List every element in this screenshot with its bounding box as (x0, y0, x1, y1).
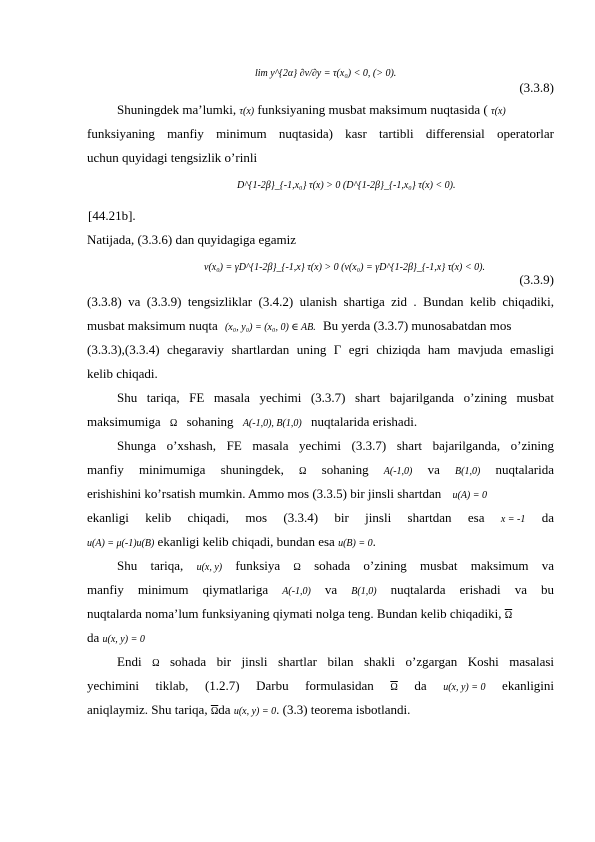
text: nuqtalarida (495, 462, 554, 477)
omega-bar-symbol: $\overline{\Omega}$ (210, 705, 219, 717)
formula: lim y^{2α} ∂v/∂y = τ(x₀) < 0, (> 0). (255, 67, 397, 79)
formula: u(A) = μ(-1)u(B) (87, 537, 155, 549)
omega-symbol: Ω (299, 465, 307, 477)
paragraph-line (87, 318, 554, 335)
paragraph-line: Shu tariqa, FE masala yechimi (3.3.7) shart bajarilganda o’zining musbat (117, 390, 554, 405)
text: da (541, 510, 554, 525)
omega-symbol: Ω (293, 561, 301, 573)
formula: τ(x) (490, 105, 506, 117)
text: da (414, 678, 427, 693)
text: aniqlaymiz. Shu tariqa, (87, 702, 208, 717)
paragraph-line (87, 414, 554, 431)
equation-3-3-9 (204, 258, 485, 276)
paragraph-line: funksiyaning manfiy minimum nuqtasida) kasr tartibli differensial operatorlar (87, 126, 554, 141)
formula: D^{1-2β}_{-1,x₀} τ(x) > 0 (D^{1-2β}_{-1,x₀} τ(x) < 0). (237, 179, 456, 191)
text: da (218, 702, 231, 717)
text: da (87, 630, 100, 645)
omega-bar-symbol: $\overline{\Omega}$ (390, 681, 398, 693)
formula: u(x, y) (196, 561, 223, 573)
formula: τ(x) (239, 105, 255, 117)
text: ekanligini (502, 678, 554, 693)
formula: A(-1,0) (383, 465, 413, 477)
formula: (x₀, y₀) = (x₀, 0) ∈ AB. (224, 321, 316, 333)
paragraph-line (87, 462, 554, 479)
text: maksimumiga (87, 414, 161, 429)
text: sohada bir jinsli shartlar bilan shakli o’zgargan Koshi masalasi (170, 654, 554, 669)
text: Endi (117, 654, 142, 669)
omega-symbol: Ω (169, 417, 178, 429)
text: funksiyaning musbat maksimum nuqtasida ( (257, 102, 488, 117)
paragraph-line: uchun quyidagi tengsizlik o’rinli (87, 150, 258, 165)
paragraph-line (87, 486, 554, 503)
text: sohaning (321, 462, 369, 477)
text: va (324, 582, 338, 597)
equation-3-3-8 (255, 64, 396, 82)
formula: B(1,0) (455, 465, 481, 477)
paragraph-line: Natijada, (3.3.6) dan quyidagiga egamiz (87, 232, 297, 247)
paragraph-line: kelib chiqadi. (87, 366, 158, 381)
text: musbat maksimum nuqta (87, 318, 218, 333)
reference: [44.21b]. (88, 208, 136, 223)
paragraph-line (87, 102, 554, 119)
formula: u(x, y) = 0 (233, 705, 277, 717)
omega-symbol: Ω (152, 657, 160, 669)
text: Shu tariqa, (117, 558, 184, 573)
text: . (372, 534, 376, 549)
paragraph-line (87, 582, 554, 599)
paragraph-line (87, 678, 554, 695)
text: . (3.3) teorema isbotlandi. (276, 702, 411, 717)
paragraph-line (87, 606, 554, 623)
text: manfiy minimumiga shuningdek, (87, 462, 284, 477)
paragraph-line (87, 702, 554, 719)
text: erishishini ko’rsatish mumkin. Ammo mos (3.3.5) bir jinsli shartdan (87, 486, 442, 501)
paragraph-line: Shunga o’xshash, FE masala yechimi (3.3.7) shart bajarilganda, o’zining (117, 438, 554, 453)
text: nuqtalarda erishadi va bu (390, 582, 554, 597)
formula: u(B) = 0 (338, 537, 373, 549)
omega-bar-symbol: $\overline{\Omega}$ (504, 609, 513, 621)
text: Bu yerda (3.3.7) munosabatdan mos (322, 318, 512, 333)
text: nuqtalarda noma’lum funksiyaning qiymati nolga teng. Bundan kelib chiqadiki, (87, 606, 502, 621)
text: va (427, 462, 440, 477)
formula: x = -1 (500, 513, 526, 525)
formula: u(A) = 0 (452, 489, 488, 501)
paragraph-line (87, 558, 554, 575)
text: funksiya (235, 558, 281, 573)
text: sohaning (186, 414, 234, 429)
equation-number: (3.3.9) (519, 272, 554, 287)
text: yechimini tiklab, (1.2.7) Darbu formulasidan (87, 678, 374, 693)
text: ekanligi kelib chiqadi, mos (3.3.4) bir jinsli shartdan esa (87, 510, 485, 525)
text: ekanligi kelib chiqadi, bundan esa (157, 534, 335, 549)
paragraph-line (87, 534, 554, 551)
paragraph-line (87, 510, 554, 527)
formula: ν(x₀) = γD^{1-2β}_{-1,x} τ(x) > 0 (ν(x₀) = γD^{1-2β}_{-1,x} τ(x) < 0). (204, 261, 485, 273)
text: nuqtalarida erishadi. (310, 414, 418, 429)
paragraph-line: (3.3.3),(3.3.4) chegaraviy shartlardan uning Γ egri chiziqda ham mavjuda emasligi (87, 342, 554, 357)
formula: B(1,0) (351, 585, 377, 597)
inequality-formula (237, 176, 456, 194)
formula: u(x, y) = 0 (102, 633, 145, 645)
formula: u(x, y) = 0 (443, 681, 486, 693)
equation-number: (3.3.8) (519, 80, 554, 95)
text: sohada o’zining musbat maksimum va (314, 558, 554, 573)
formula: A(-1,0), B(1,0) (242, 417, 302, 429)
text: manfiy minimum qiymatlariga (87, 582, 269, 597)
paragraph-line: (3.3.8) va (3.3.9) tengsizliklar (3.4.2) ulanish shartiga zid . Bundan kelib chiqadiki, (87, 294, 554, 309)
paragraph-line (87, 654, 554, 671)
formula: A(-1,0) (282, 585, 311, 597)
paragraph-line (87, 630, 554, 647)
text: Shuningdek ma’lumki, (117, 102, 237, 117)
